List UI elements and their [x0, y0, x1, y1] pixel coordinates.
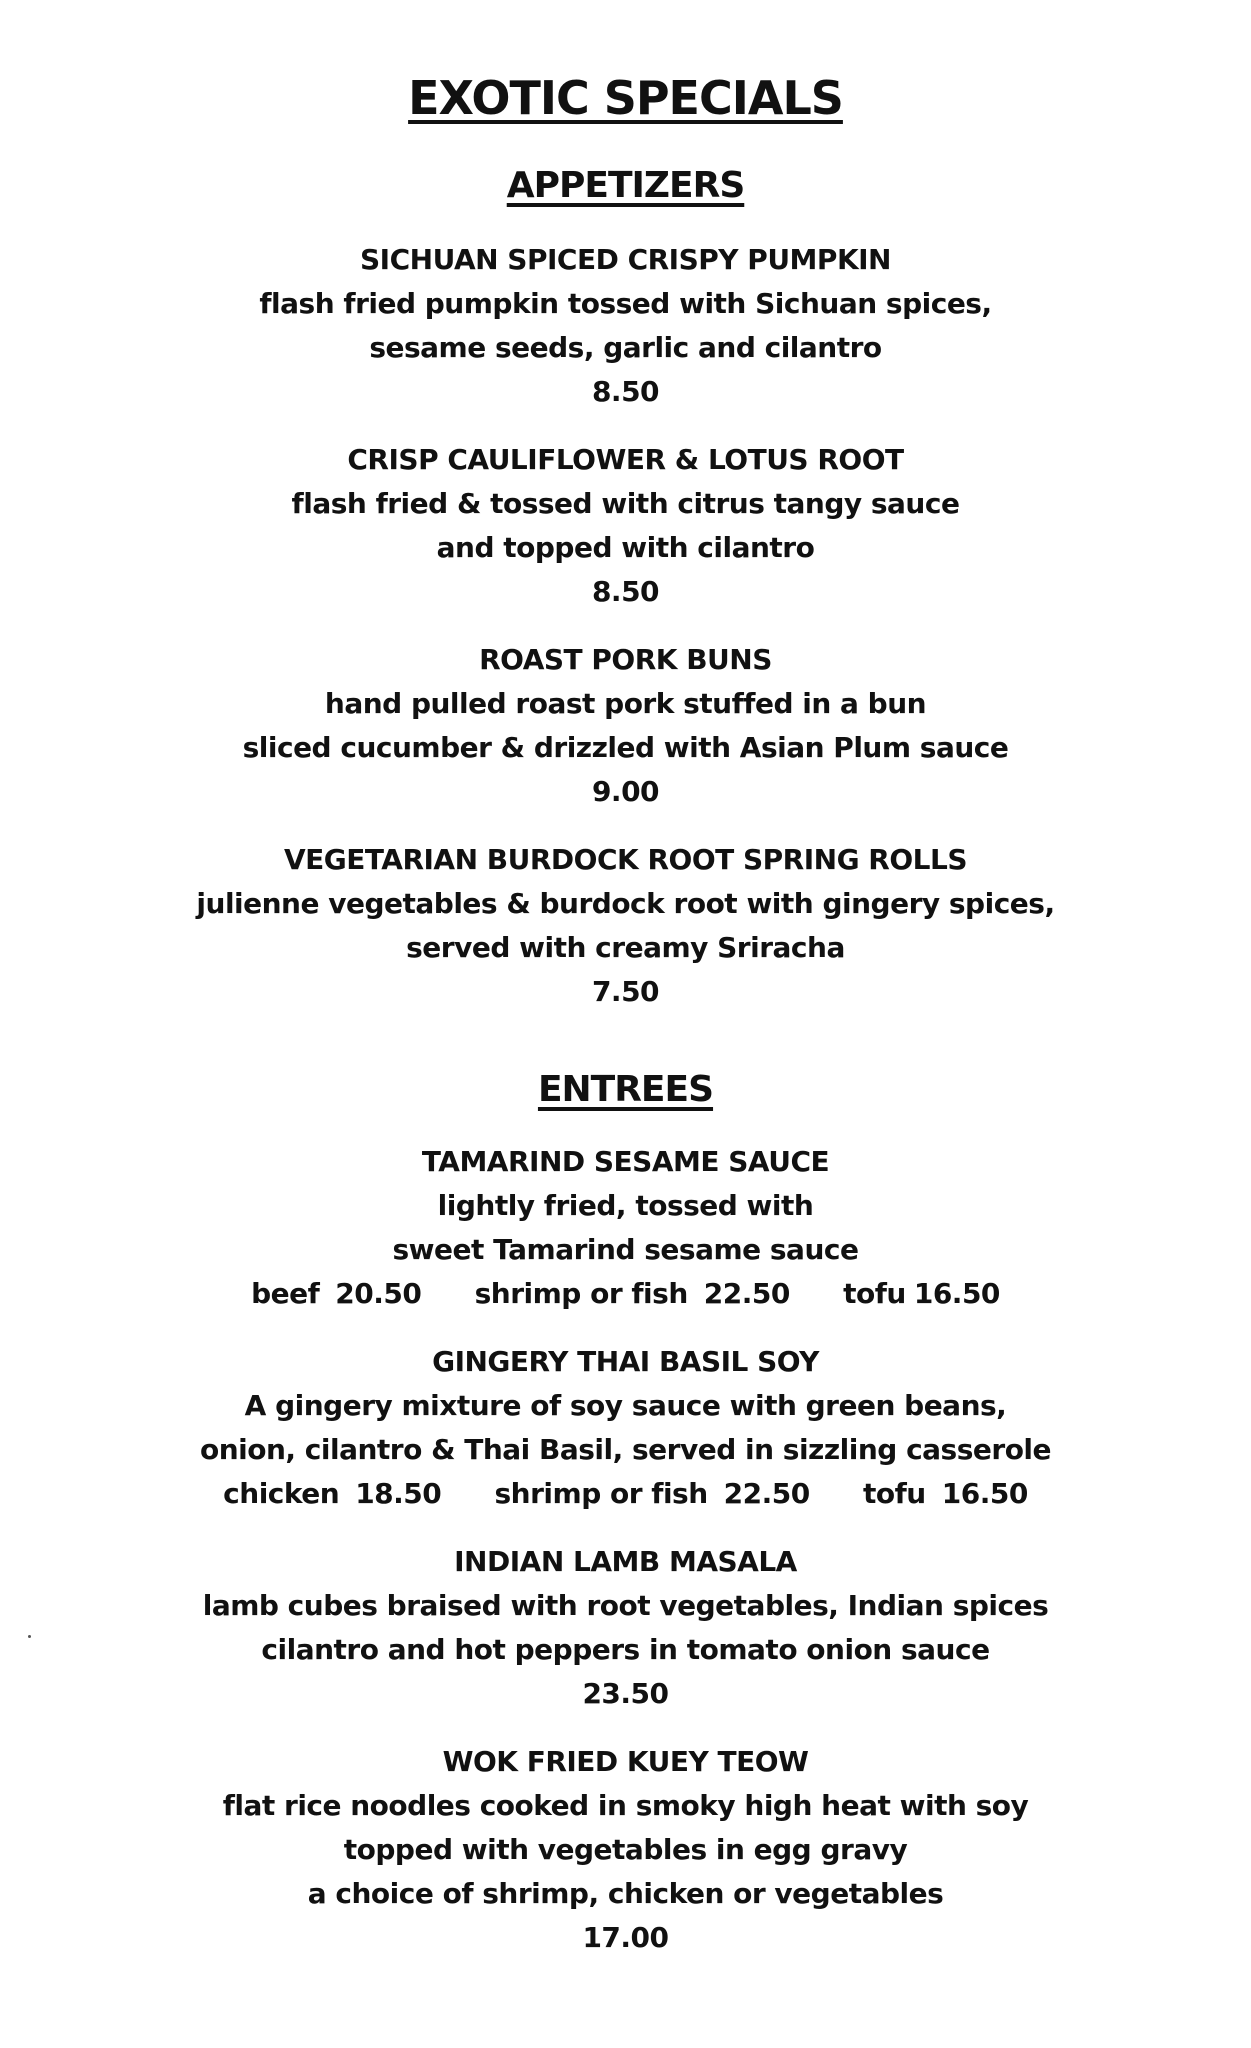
option-price: 16.50 — [941, 1477, 1028, 1510]
menu-item-gingery-thai-basil — [0, 1340, 1251, 1516]
item-description-line: lamb cubes braised with root vegetables, Indian spices — [202, 1589, 1049, 1622]
menu-item-tamarind-sesame — [0, 1140, 1251, 1316]
item-description-line: lightly fried, tossed with — [437, 1189, 814, 1222]
item-price: 8.50 — [591, 375, 660, 408]
item-description-line: flash fried pumpkin tossed with Sichuan spices, — [259, 287, 992, 320]
item-description-line: hand pulled roast pork stuffed in a bun — [324, 687, 927, 720]
item-description-line: sliced cucumber & drizzled with Asian Plum sauce — [242, 731, 1009, 764]
menu-item-wok-fried-kuey-teow — [0, 1740, 1251, 1960]
item-description-line: A gingery mixture of soy sauce with green beans, — [244, 1389, 1007, 1422]
option-price: 20.50 — [335, 1277, 422, 1310]
item-price: 9.00 — [591, 775, 660, 808]
option-price: 18.50 — [355, 1477, 442, 1510]
item-price-options — [0, 1472, 1251, 1516]
item-description-line: sweet Tamarind sesame sauce — [392, 1233, 859, 1266]
menu-title: EXOTIC SPECIALS — [408, 71, 843, 125]
option-label: shrimp or fish — [494, 1477, 708, 1510]
item-description-line: flat rice noodles cooked in smoky high heat with soy — [222, 1789, 1029, 1822]
item-name: INDIAN LAMB MASALA — [454, 1545, 797, 1578]
item-price: 23.50 — [582, 1677, 669, 1710]
item-name: TAMARIND SESAME SAUCE — [421, 1145, 830, 1178]
scan-speck — [28, 1635, 31, 1638]
option-label: chicken — [223, 1477, 340, 1510]
appetizers-heading: APPETIZERS — [506, 165, 745, 206]
item-name: VEGETARIAN BURDOCK ROOT SPRING ROLLS — [283, 843, 968, 876]
menu-item-cauliflower-lotus — [0, 438, 1251, 614]
price-option — [863, 1472, 1028, 1516]
item-price: 17.00 — [582, 1921, 669, 1954]
price-option — [251, 1272, 421, 1316]
item-description-line: julienne vegetables & burdock root with gingery spices, — [196, 887, 1055, 920]
price-option — [495, 1472, 810, 1516]
option-price: 22.50 — [703, 1277, 790, 1310]
item-name: SICHUAN SPICED CRISPY PUMPKIN — [360, 243, 891, 276]
option-label: shrimp or fish — [474, 1277, 688, 1310]
item-price-options — [0, 1272, 1251, 1316]
item-description-line: sesame seeds, garlic and cilantro — [369, 331, 882, 364]
entrees-heading: ENTREES — [537, 1069, 714, 1110]
item-description-line: served with creamy Sriracha — [406, 931, 845, 964]
item-description-line: topped with vegetables in egg gravy — [343, 1833, 908, 1866]
menu-item-sichuan-pumpkin — [0, 238, 1251, 414]
item-price: 7.50 — [591, 975, 660, 1008]
item-name: CRISP CAULIFLOWER & LOTUS ROOT — [347, 443, 904, 476]
menu-item-indian-lamb-masala — [0, 1540, 1251, 1716]
option-price: 16.50 — [913, 1277, 1000, 1310]
price-option — [843, 1272, 1000, 1316]
item-name: GINGERY THAI BASIL SOY — [432, 1345, 819, 1378]
item-description-line: cilantro and hot peppers in tomato onion sauce — [261, 1633, 990, 1666]
item-name: WOK FRIED KUEY TEOW — [442, 1745, 809, 1778]
item-description-line: flash fried & tossed with citrus tangy sauce — [291, 487, 960, 520]
item-description-line: a choice of shrimp, chicken or vegetables — [307, 1877, 944, 1910]
price-option — [475, 1272, 790, 1316]
option-label: beef — [251, 1277, 320, 1310]
menu-item-burdock-spring-rolls — [0, 838, 1251, 1014]
price-option — [223, 1472, 441, 1516]
item-description-line: and topped with cilantro — [436, 531, 815, 564]
item-description-line: onion, cilantro & Thai Basil, served in sizzling casserole — [199, 1433, 1052, 1466]
item-name: ROAST PORK BUNS — [479, 643, 772, 676]
option-price: 22.50 — [723, 1477, 810, 1510]
item-price: 8.50 — [591, 575, 660, 608]
menu-item-roast-pork-buns — [0, 638, 1251, 814]
option-label: tofu — [843, 1277, 906, 1310]
option-label: tofu — [863, 1477, 926, 1510]
